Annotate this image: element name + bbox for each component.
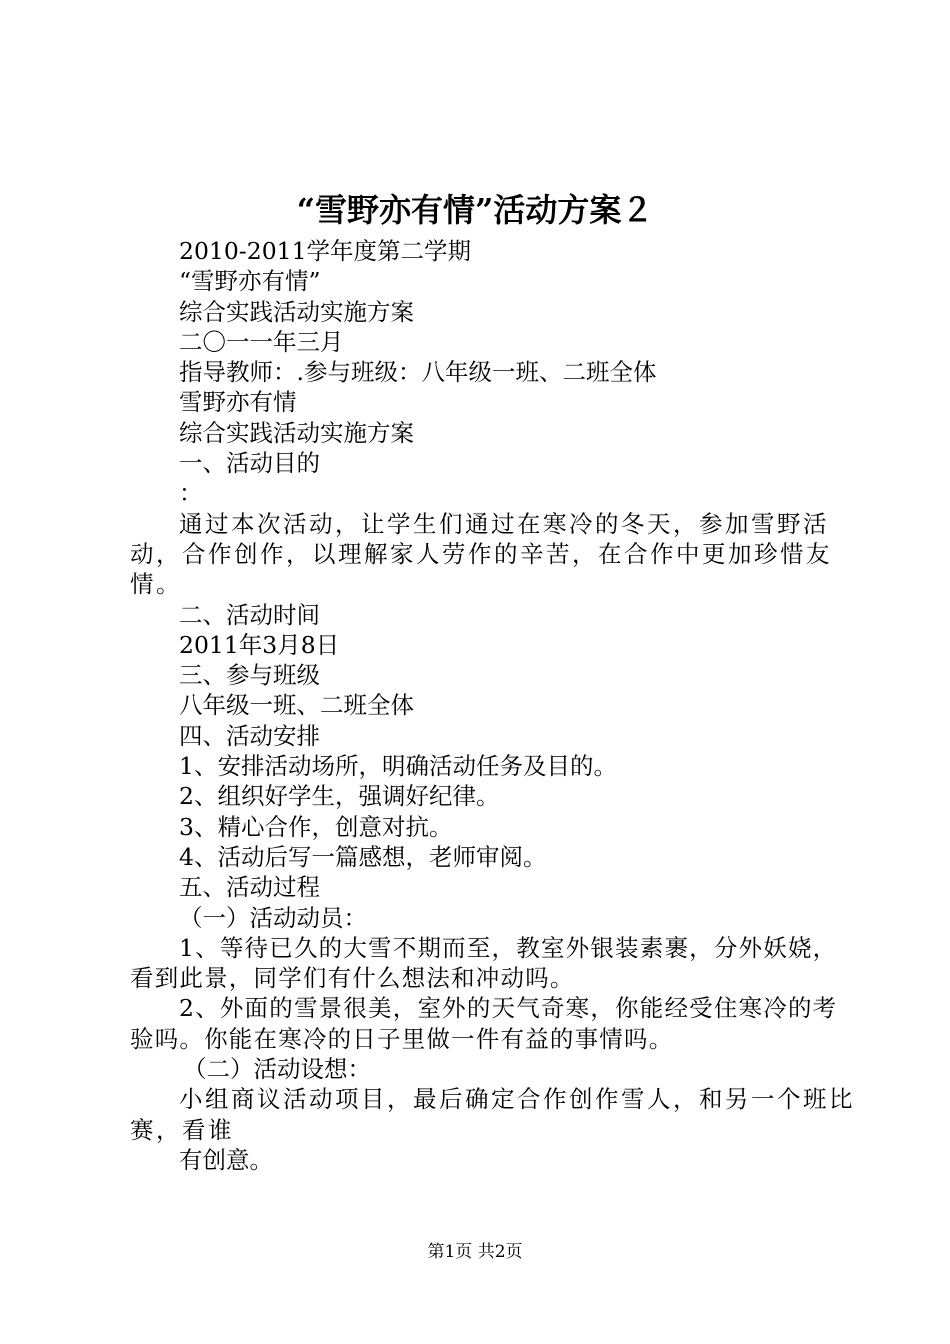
arrangement-item: 4、活动后写一篇感想，老师审阅。	[179, 842, 547, 871]
subtitle-plan-line: 综合实践活动实施方案	[179, 418, 414, 447]
subtitle-line: 雪野亦有情	[179, 388, 297, 417]
subsection-heading-mobilization: （一）活动动员：	[179, 903, 367, 932]
section-heading-arrangement: 四、活动安排	[179, 721, 320, 750]
semester-line: 2010-2011学年度第二学期	[179, 237, 472, 265]
plan-type-line: 综合实践活动实施方案	[179, 297, 414, 326]
section-heading-purpose: 一、活动目的	[179, 449, 320, 478]
arrangement-item: 2、组织好学生，强调好纪律。	[179, 782, 500, 811]
date-line: 二〇一一年三月	[179, 327, 344, 356]
page-indicator: 第1页 共2页	[427, 1242, 523, 1262]
mobilization-paragraph: 2、外面的雪景很美，室外的天气奇寒，你能经受住寒冷的考验吗。你能在寒冷的日子里做一件有益的事情吗。	[130, 994, 838, 1053]
activity-date: 2011年3月8日	[179, 630, 340, 659]
document-title: “雪野亦有情”活动方案２	[296, 191, 654, 229]
teacher-class-line: 指导教师：.参与班级：八年级一班、二班全体	[179, 358, 657, 387]
document-body	[130, 236, 855, 1175]
mobilization-paragraph: 1、等待已久的大雪不期而至，教室外银装素裹，分外妖娆，看到此景，同学们有什么想法和冲动吗。	[130, 933, 838, 993]
purpose-paragraph: 通过本次活动，让学生们通过在寒冷的冬天，参加雪野活动，合作创作，以理解家人劳作的辛苦，在合作中更加珍惜友情。	[130, 509, 832, 599]
section-heading-process: 五、活动过程	[179, 873, 320, 902]
arrangement-item: 1、安排活动场所，明确活动任务及目的。	[179, 752, 617, 781]
idea-paragraph: 小组商议活动项目，最后确定合作创作雪人，和另一个班比赛，看谁	[130, 1085, 855, 1144]
section-heading-time: 二、活动时间	[179, 600, 320, 629]
activity-name-line: “雪野亦有情”	[179, 267, 321, 296]
subsection-heading-idea: （二）活动设想：	[183, 1055, 371, 1084]
classes-line: 八年级一班、二班全体	[179, 691, 414, 720]
colon-line: ：	[179, 479, 203, 508]
arrangement-item: 3、精心合作，创意对抗。	[179, 812, 453, 841]
section-heading-classes: 三、参与班级	[179, 661, 320, 690]
idea-continuation: 有创意。	[179, 1145, 273, 1174]
